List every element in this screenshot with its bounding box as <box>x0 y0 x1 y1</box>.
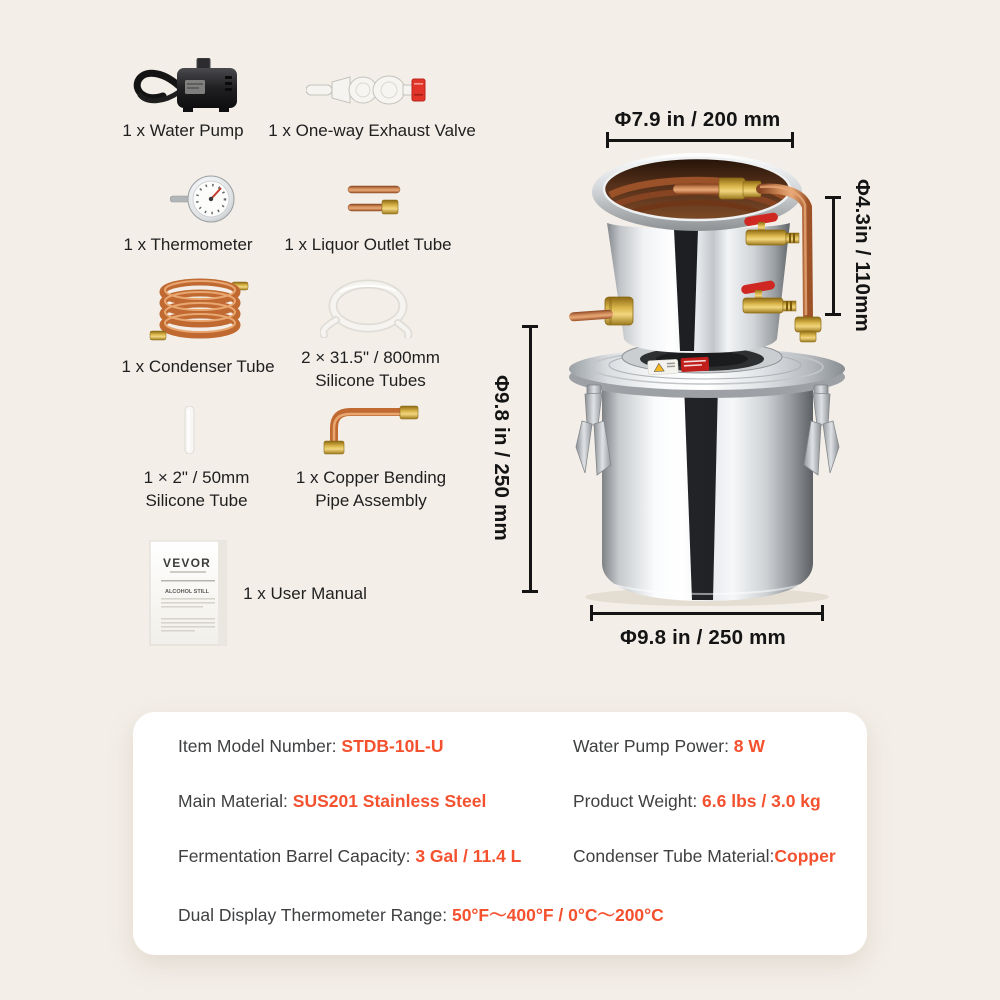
user-manual-icon <box>149 540 229 646</box>
dimension-top-bracket <box>606 132 794 148</box>
silicone-tubes-icon <box>320 276 414 338</box>
thermometer-icon <box>170 168 236 232</box>
water-pump-image <box>133 58 248 121</box>
spec-main-material-value: SUS201 Stainless Steel <box>292 791 487 811</box>
manual-brand-text: VEVOR <box>162 556 212 570</box>
water-pump-label: 1 x Water Pump <box>122 121 244 140</box>
thermometer-image <box>170 168 236 237</box>
spec-barrel-capacity-label: Fermentation Barrel Capacity: <box>178 846 416 866</box>
one-way-exhaust-valve-icon <box>306 70 431 110</box>
spec-condenser-material-value: Copper <box>774 846 836 866</box>
dimension-bottom-label: Φ9.8 in / 250 mm <box>620 626 786 649</box>
exhaust-valve-label: 1 x One-way Exhaust Valve <box>268 121 476 140</box>
still-product <box>455 145 885 620</box>
spec-water-pump-power-label: Water Pump Power: <box>573 736 734 756</box>
spec-thermometer-range <box>178 903 664 927</box>
liquor-outlet-tube-icon <box>344 184 406 218</box>
small-silicone-tube-label: 1 × 2" / 50mm Silicone Tube <box>143 468 250 510</box>
dimension-right-label: Φ4.3in / 110mm <box>851 178 874 332</box>
spec-main-material <box>178 789 486 813</box>
silicone-tubes-image <box>320 276 414 343</box>
copper-bending-pipe-icon <box>318 398 420 456</box>
copper-bending-pipe-label: 1 x Copper Bending Pipe Assembly <box>295 468 447 510</box>
dimension-left-bracket <box>522 325 538 593</box>
spec-barrel-capacity-value: 3 Gal / 11.4 L <box>415 846 522 866</box>
brass-fitting <box>719 178 745 199</box>
spec-main-material-label: Main Material: <box>178 791 293 811</box>
spec-water-pump-power-value: 8 W <box>733 736 765 756</box>
dimension-left-label: Φ9.8 in / 250 mm <box>490 374 513 541</box>
dimension-top-label: Φ7.9 in / 200 mm <box>614 108 781 131</box>
spec-barrel-capacity <box>178 844 521 868</box>
fermentation-barrel <box>602 381 813 601</box>
spec-thermometer-range-label: Dual Display Thermometer Range: <box>178 905 452 925</box>
spec-water-pump-power <box>573 734 765 758</box>
spec-thermometer-range-value: 50°F～400°F / 0°C～200°C <box>451 905 664 925</box>
small-silicone-tube-icon <box>183 406 197 454</box>
condenser-tube-icon <box>148 278 252 344</box>
exhaust-valve-image <box>306 70 431 115</box>
water-pump-icon <box>133 58 248 116</box>
liquor-outlet-tube-label: 1 x Liquor Outlet Tube <box>284 235 452 254</box>
user-manual-image <box>149 540 229 651</box>
spec-condenser-material-label: Condenser Tube Material: <box>573 846 775 866</box>
dimension-bottom-bracket <box>590 605 824 621</box>
still-product-image <box>455 145 885 615</box>
spec-product-weight-label: Product Weight: <box>573 791 703 811</box>
spec-item-model <box>178 734 443 758</box>
spec-product-weight <box>573 789 821 813</box>
spec-item-model-value: STDB-10L-U <box>341 736 444 756</box>
condenser-tube-image <box>148 278 252 349</box>
user-manual-label: 1 x User Manual <box>243 584 367 603</box>
copper-bending-pipe-image <box>318 398 420 461</box>
spec-product-weight-value: 6.6 lbs / 3.0 kg <box>702 791 821 811</box>
dimension-right-bracket <box>825 196 841 316</box>
liquor-outlet-tube-image <box>344 184 406 223</box>
spec-condenser-material <box>573 844 836 868</box>
spec-item-model-label: Item Model Number: <box>178 736 342 756</box>
condenser-tube-label: 1 x Condenser Tube <box>121 357 275 376</box>
thermometer-label: 1 x Thermometer <box>123 235 253 254</box>
drain-spout <box>569 297 633 325</box>
silicone-tubes-label: 2 × 31.5" / 800mm Silicone Tubes <box>301 348 440 390</box>
small-silicone-tube-image <box>183 406 197 459</box>
manual-title-text: ALCOHOL STILL <box>165 589 209 595</box>
